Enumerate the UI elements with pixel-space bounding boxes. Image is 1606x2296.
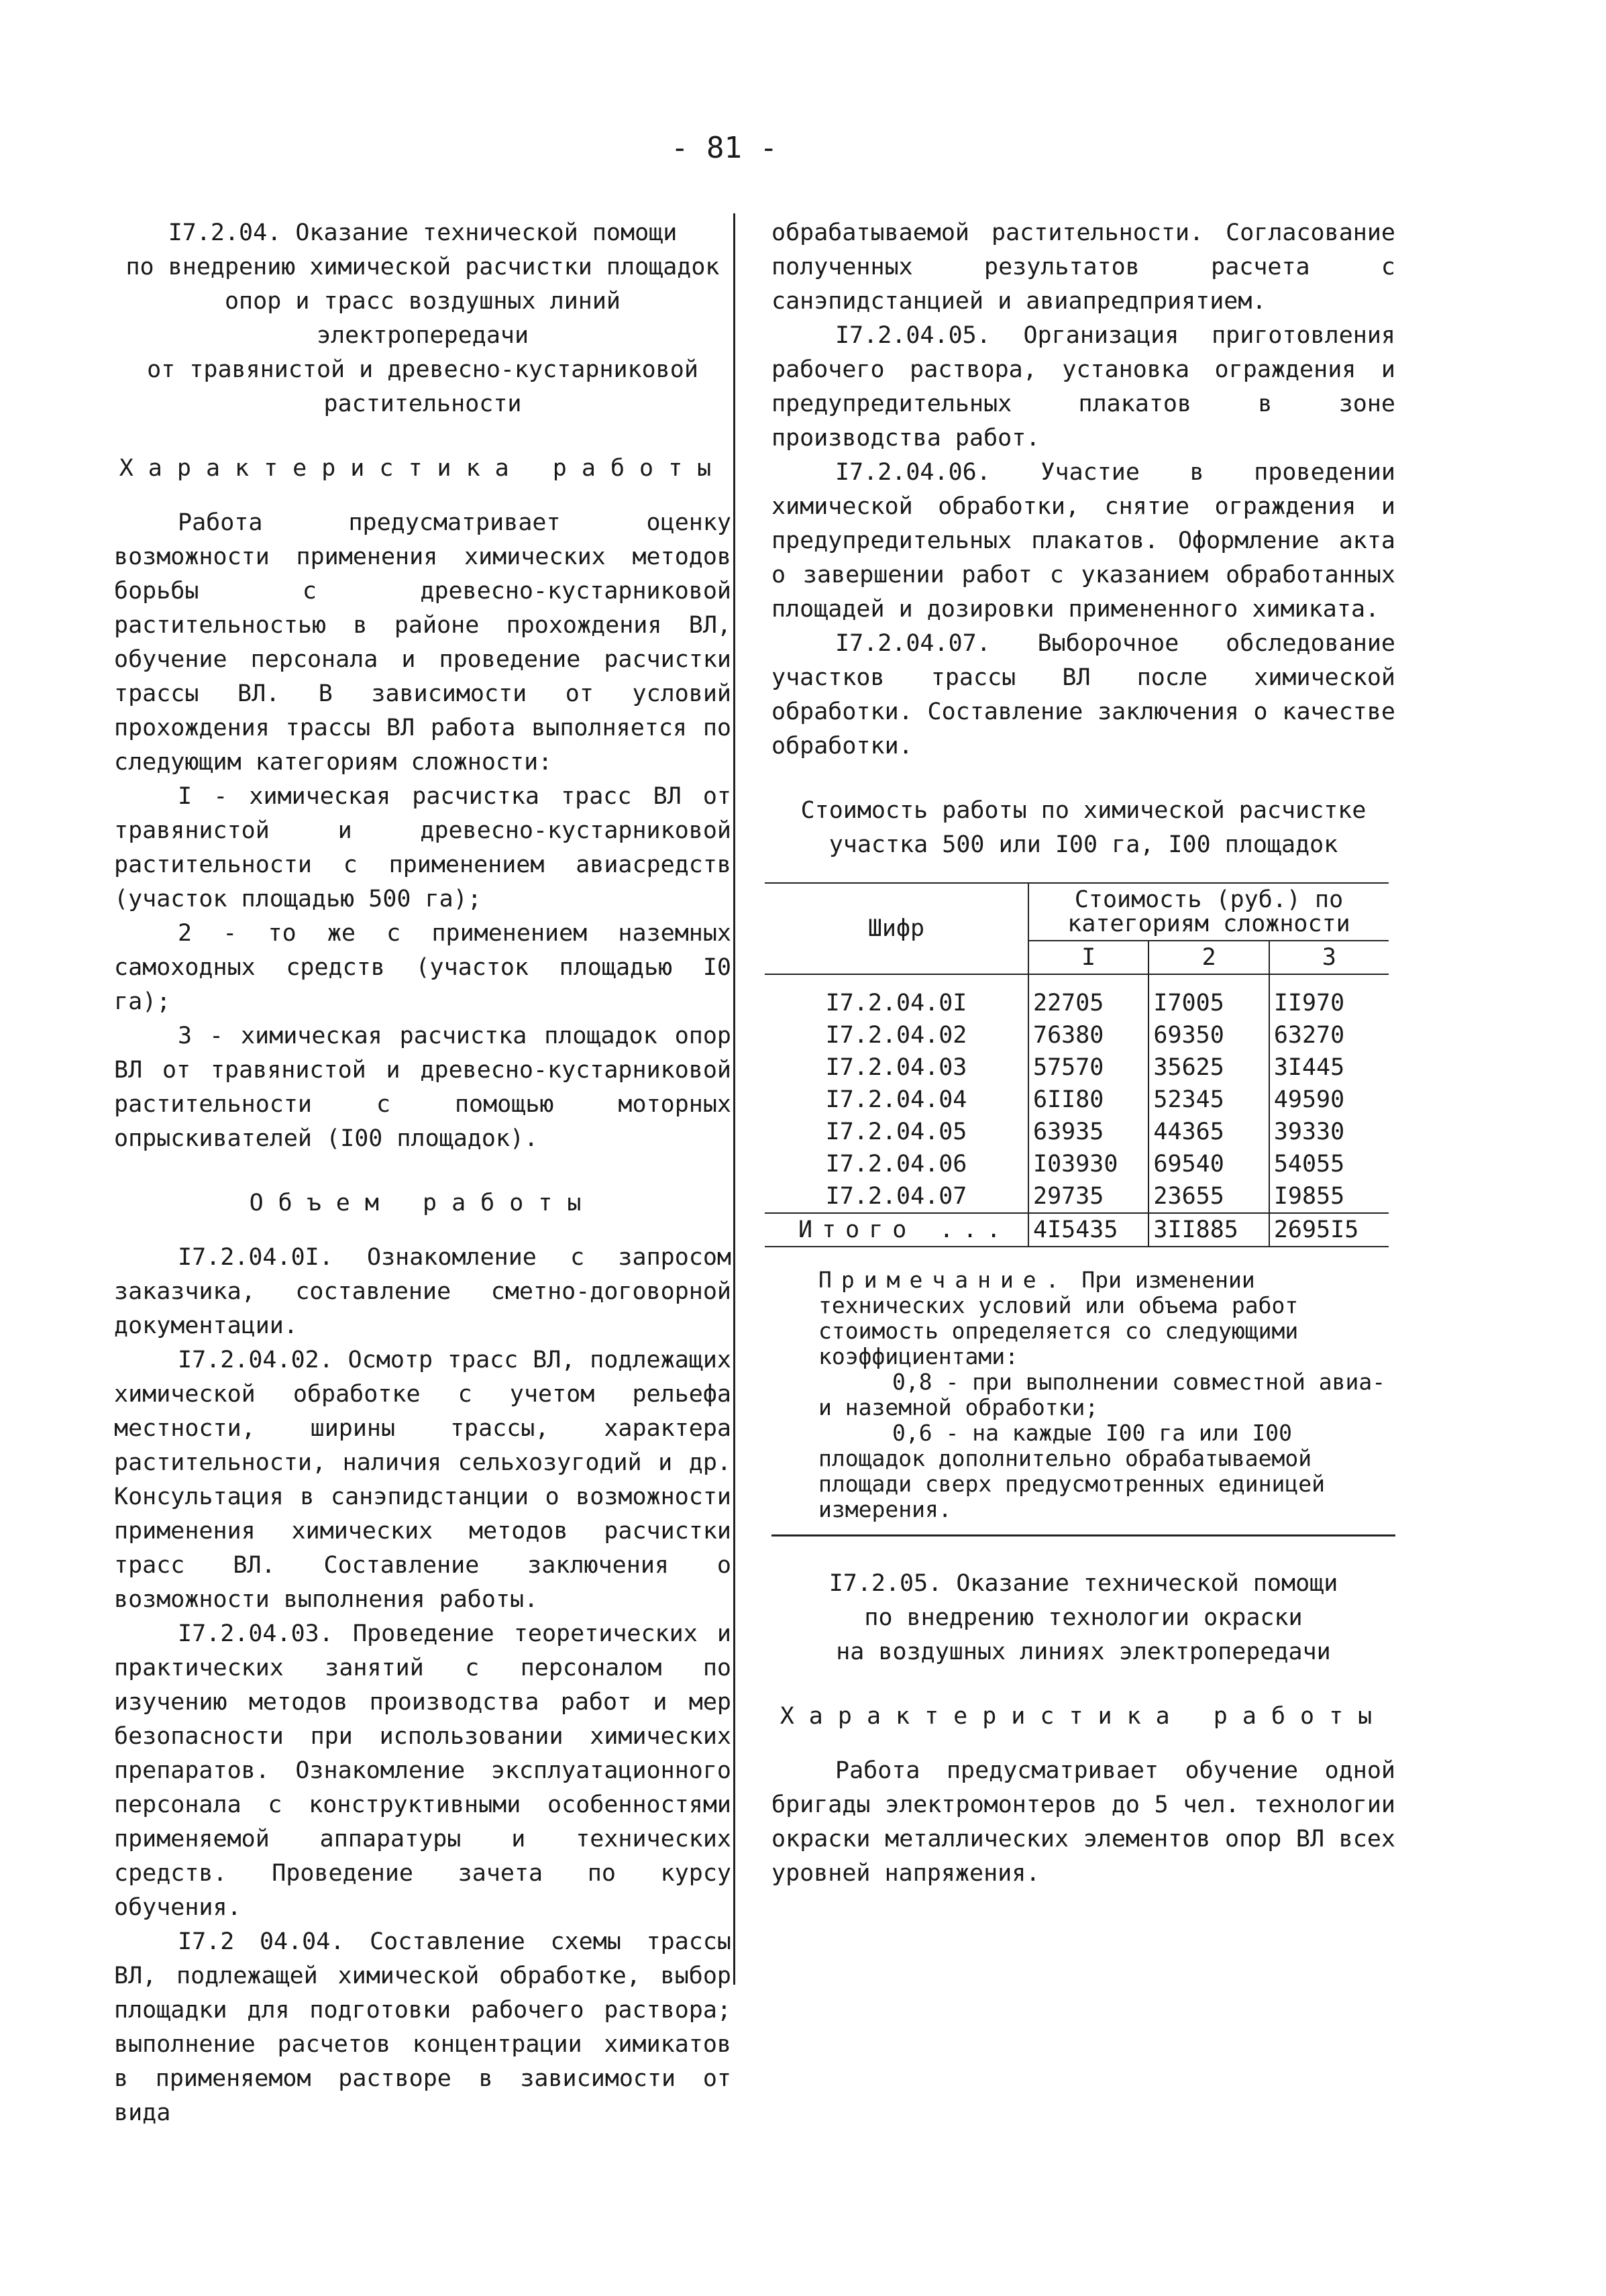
header-cat-3: 3 [1269,941,1389,974]
header-cat-1: I [1028,941,1148,974]
category-1: I - химическая расчистка трасс ВЛ от травянистой и древесно-кустарниковой растительности с применением авиасредств (участок площадью 500 га); [114,783,731,912]
page-number: - 81 - [671,131,778,165]
note-text: При изменении технических условий или объема работ стоимость определяется со следующими коэффициентами: [818,1267,1299,1369]
char-text-2: Работа предусматривает обучение одной бригады электромонтеров до 5 чел. технологии окраски металлических элементов опор ВЛ всех уровней напряжения. [771,1757,1395,1887]
table-row: I7.2.04.07 29735 23655 I9855 [765,1180,1389,1213]
table-row: I7.2.04.06 I03930 69540 54055 [765,1148,1389,1180]
header-cost: Стоимость (руб.) по категориям сложности [1028,883,1389,941]
column-divider [733,213,735,1985]
item-02: I7.2.04.02. Осмотр трасс ВЛ, подлежащих химической обработке с учетом рельефа местности, ширины трассы, характера растительности, наличия сельхозугодий и др. Консультация в санэпидстанции о возможности применения химических методов расчистки трасс ВЛ. Составление заключения о возможности выполнения работы. [114,1347,731,1613]
item-07: I7.2.04.07. Выборочное обследование участков трассы ВЛ после химической обработки. Составление заключения о качестве обработки. [771,630,1395,760]
char-heading: Характеристика работы [119,455,727,482]
note-k1: 0,8 - при выполнении совместной авиа- и наземной обработки; [818,1369,1386,1420]
note-label: Примечание. [818,1267,1069,1293]
category-3: 3 - химическая расчистка площадок опор ВЛ от травянистой и древесно-кустарниковой растительности с помощью моторных опрыскивателей (I00 площадок). [114,1023,731,1152]
char-heading-2: Характеристика работы [780,1703,1387,1730]
item-04: I7.2 04.04. Составление схемы трассы ВЛ, подлежащей химической обработке, выбор площадки для подготовки рабочего раствора; выполнение расчетов концентрации химикатов в применяемом растворе в зависимости от вида [114,1928,731,2126]
item-01: I7.2.04.0I. Ознакомление с запросом заказчика, составление сметно-договорной документации. [114,1244,731,1339]
section-title-2: I7.2.05. Оказание технической помощи по внедрению технологии окраски на воздушных линиях электропередачи [828,1570,1338,1665]
note-k2: 0,6 - на каждые I00 га или I00 площадок дополнительно обрабатываемой площади сверх предусмотренных единицей измерения. [818,1420,1325,1522]
table-total-row: Итого ... 4I5435 3II885 2695I5 [765,1213,1389,1247]
table-caption: Стоимость работы по химической расчистке участка 500 или I00 га, I00 площадок [800,797,1367,858]
section-title: I7.2.04. Оказание технической помощи по внедрению химической расчистки площадок опор и трасс воздушных линий электропередачи от травянистой и древесно-кустарниковой растительности [125,219,720,417]
right-column [771,216,1395,1891]
table-row: I7.2.04.04 6II80 52345 49590 [765,1084,1389,1116]
category-2: 2 - то же с применением наземных самоходных средств (участок площадью I0 га); [114,920,731,1015]
table-row: I7.2.04.03 57570 35625 3I445 [765,1051,1389,1084]
item-03: I7.2.04.03. Проведение теоретических и практических занятий с персоналом по изучению методов производства работ и мер безопасности при использовании химических препаратов. Ознакомление эксплуатационного персонала с конструктивными особенностями применяемой аппаратуры и технических средств. Проведение зачета по курсу обучения. [114,1620,731,1921]
item-05: I7.2.04.05. Организация приготовления рабочего раствора, установка ограждения и предупредительных плакатов в зоне производства работ. [771,322,1395,452]
table-row: I7.2.04.05 63935 44365 39330 [765,1116,1389,1148]
item-06: I7.2.04.06. Участие в проведении химической обработки, снятие ограждения и предупредительных плакатов. Оформление акта о завершении работ с указанием обработанных площадей и дозировки примененного химиката. [771,459,1395,623]
table-row: I7.2.04.0I 22705 I7005 II970 [765,987,1389,1019]
header-code: Шифр [765,883,1028,974]
cost-table [765,882,1389,1247]
continued-text: обрабатываемой растительности. Согласование полученных результатов расчета с санэпидстанцией и авиапредприятием. [771,219,1395,315]
header-cat-2: 2 [1148,941,1269,974]
table-row: I7.2.04.02 76380 69350 63270 [765,1019,1389,1051]
left-column [114,216,731,2130]
char-text: Работа предусматривает оценку возможности применения химических методов борьбы с древесно-кустарниковой растительностью в районе прохождения ВЛ, обучение персонала и проведение расчистки трассы ВЛ. В зависимости от условий прохождения трассы ВЛ работа выполняется по следующим категориям сложности: [114,509,731,776]
volume-heading: Объем работы [249,1190,596,1216]
note [818,1267,1395,1522]
